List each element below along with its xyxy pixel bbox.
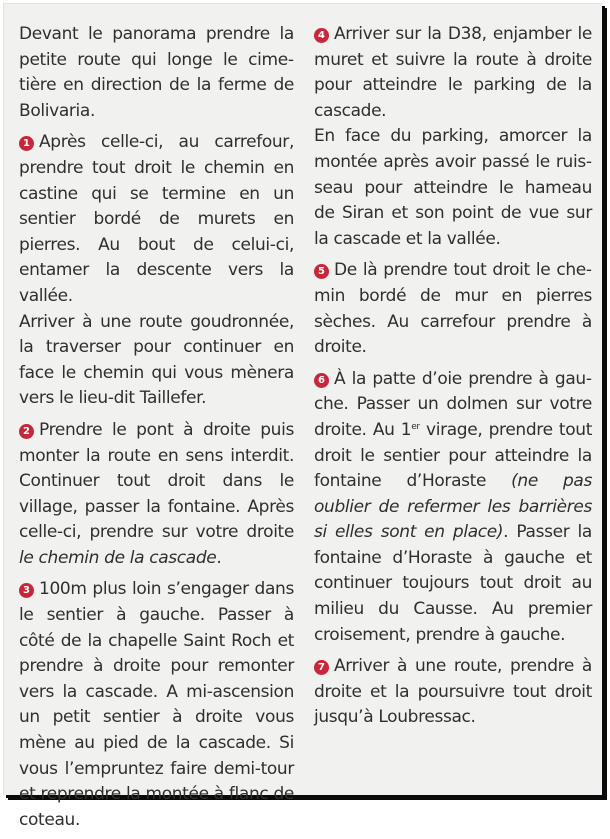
step-3-text: 100m plus loin s’engager dans le sentier à gauche. Passer à côté de la chapelle Saint Roch et prendre à droite pour remonter vers la cascade. A mi-ascension un petit sentier à droite vous mène au pied de la cascade. Si vous l’empruntez faire demi-tour et reprendre la montée à flanc de coteau. <box>19 579 294 830</box>
step-6-superscript: er <box>411 421 420 432</box>
step-2-text: Prendre le pont à droite puis monter la route en sens interdit. Continuer tout droit dans le village, passer la fontaine. Après celle-ci, prendre sur votre droite <box>19 419 294 543</box>
step-6-paragraph <box>314 367 592 649</box>
step-4-continuation-text: En face du parking, amorcer la montée après avoir passé le ruisseau pour atteindre le hameau de Siran et son point de vue sur la cascade et la vallée. <box>314 126 592 249</box>
step-4-continuation <box>314 124 592 252</box>
step-4-paragraph <box>314 22 592 124</box>
step-6-badge: 6 <box>314 373 329 388</box>
step-5-paragraph <box>314 258 592 360</box>
step-1-continuation-text: Arriver à une route goudronnée, la traverser pour continuer en face le chemin qui vous mènera vers le lieu-dit Taillefer. <box>19 311 294 409</box>
step-6-italic: (ne pas oublier de refermer les barrières si elles sont en place) <box>314 471 593 543</box>
step-4-text: Arriver sur la D38, enjamber le muret et suivre la route à droite pour atteindre le parking de la cascade. <box>314 24 592 121</box>
step-5-badge: 5 <box>314 264 329 279</box>
step-7-text: Arriver à une route, prendre à droite et la poursuivre tout droit jusqu’à Loubressac. <box>314 656 592 728</box>
step-3-paragraph <box>19 577 294 833</box>
step-6-text-c: . Passer la fontaine d’Horaste à gauche et continuer toujours tout droit au milieu du Causse. Au premier croisement, prendre à gauche. <box>314 522 592 645</box>
step-2-paragraph <box>19 418 294 572</box>
step-7-badge: 7 <box>314 660 329 675</box>
step-1-paragraph <box>19 130 294 309</box>
step-4-badge: 4 <box>314 28 329 43</box>
step-6-text-a: À la patte d’oie prendre à gauche. Passer un dolmen sur votre droite. Au 1 <box>314 368 592 440</box>
right-column <box>314 22 592 737</box>
step-3-badge: 3 <box>19 583 34 598</box>
scanned-page <box>3 3 602 830</box>
step-2-badge: 2 <box>19 424 34 439</box>
step-1-continuation <box>19 310 294 412</box>
step-2-after: . <box>216 547 222 568</box>
step-1-text: Après celle-ci, au carrefour, prendre tout droit le chemin en castine qui se termine en un sentier bordé de murets en pierres. Au bout de celui-ci, entamer la descente vers la vallée. <box>19 132 294 306</box>
step-2-italic: le chemin de la cascade <box>19 547 217 568</box>
step-1-badge: 1 <box>19 136 34 151</box>
step-6-text-b: virage, prendre tout droit le sentier pour atteindre la fontaine d’Horaste <box>314 419 593 492</box>
intro-paragraph <box>19 22 294 124</box>
step-5-text: De là prendre tout droit le chemin bordé de mur en pierres sèches. Au carrefour prendre à droite. <box>314 260 592 358</box>
left-column <box>19 22 294 839</box>
step-7-paragraph <box>314 654 592 731</box>
intro-text: Devant le panorama prendre la petite route qui longe le cimetière en direction de la ferme de Bolivaria. <box>19 24 294 121</box>
